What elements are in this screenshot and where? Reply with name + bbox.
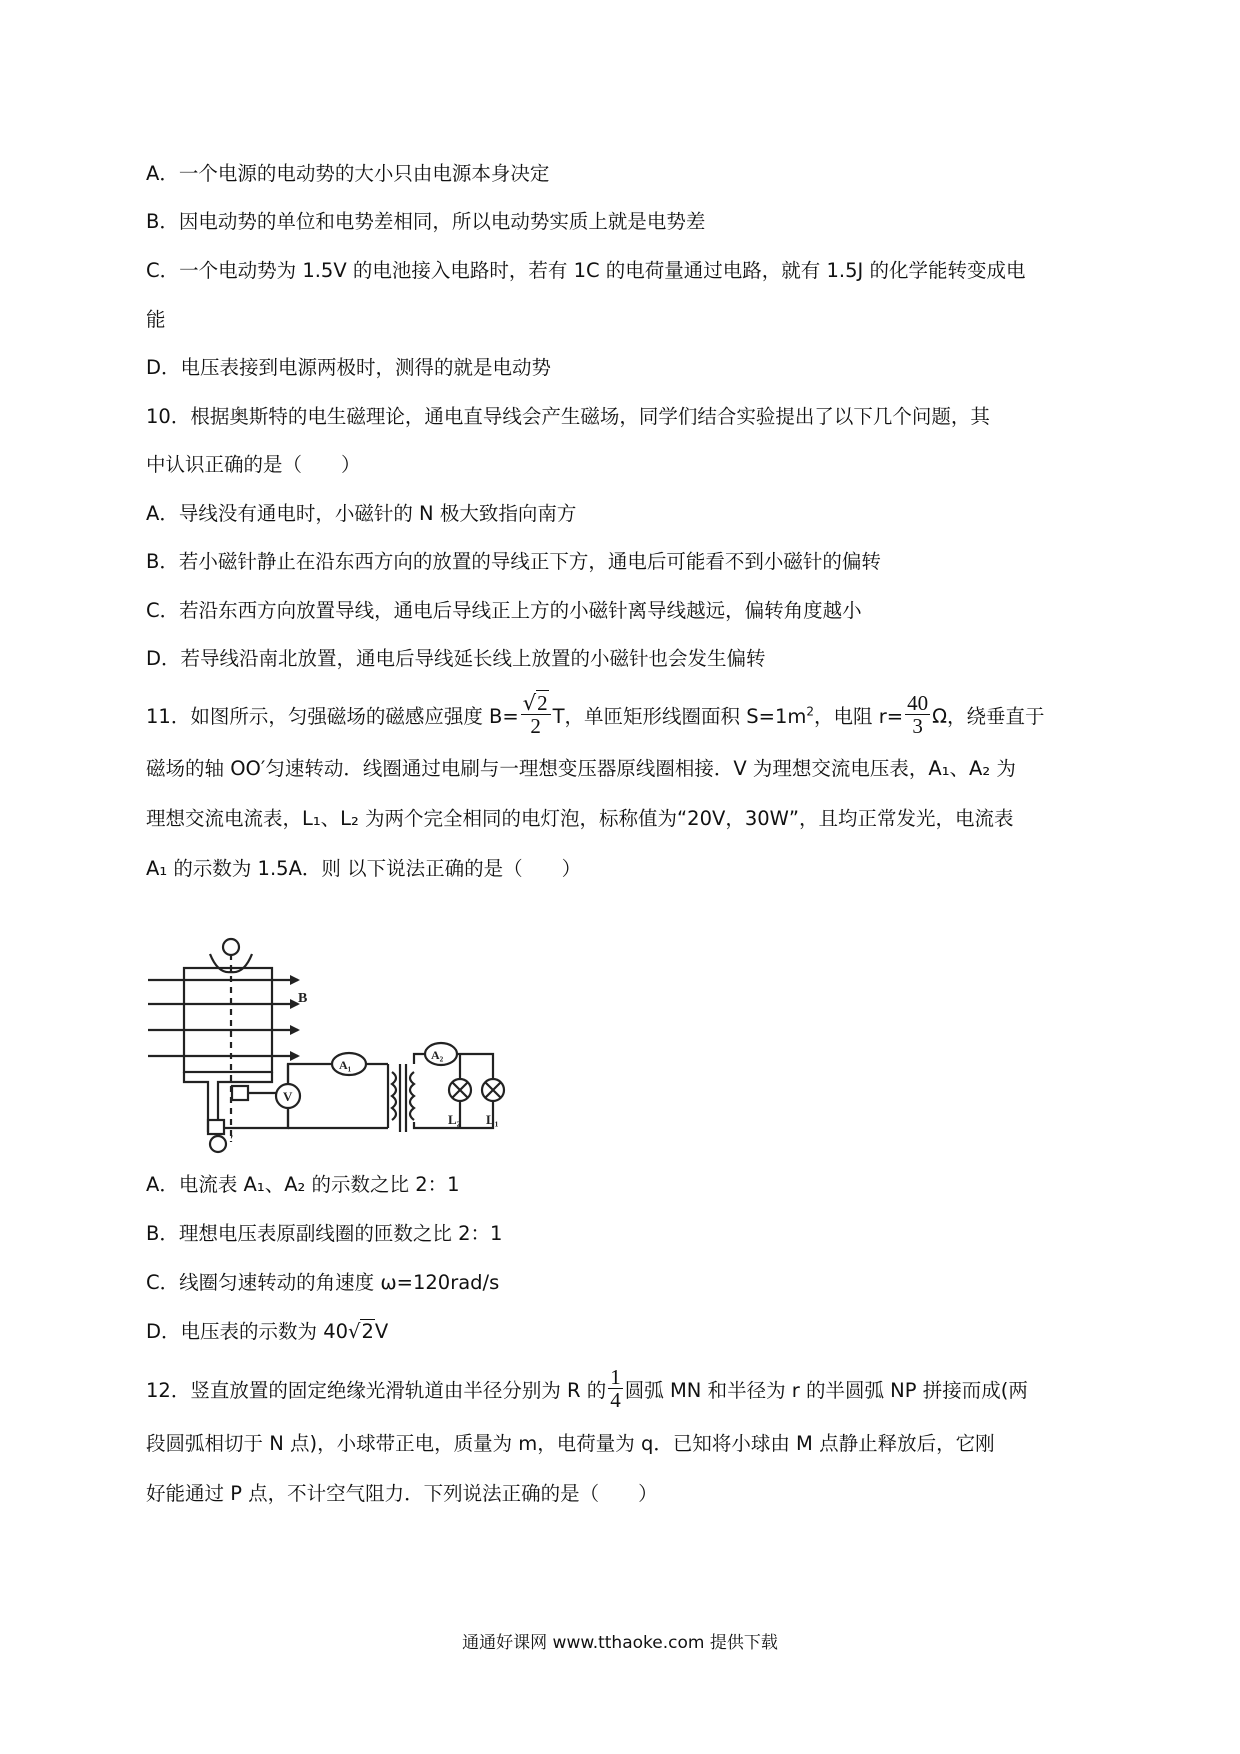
- q11-fraction-r-den: 3: [912, 714, 923, 738]
- q9-option-d: D．电压表接到电源两极时，测得的就是电动势: [146, 356, 552, 379]
- q11-option-d-text: D．电压表的示数为 40: [146, 1320, 349, 1343]
- q11-option-a: A．电流表 A₁、A₂ 的示数之比 2：1: [146, 1173, 460, 1196]
- q12-stem-line2: 段圆弧相切于 N 点)，小球带正电，质量为 m，电荷量为 q．已知将小球由 M 点静止释放后，它刚: [146, 1432, 995, 1455]
- q9-option-a: A．一个电源的电动势的大小只由电源本身决定: [146, 162, 550, 185]
- q11-option-d-unit: V: [374, 1320, 389, 1343]
- sqrt-icon: √: [348, 1320, 361, 1343]
- label-v: V: [283, 1089, 293, 1104]
- q11-fraction-b-num: 2: [537, 691, 548, 715]
- q10-option-d: D．若导线沿南北放置，通电后导线延长线上放置的小磁针也会发生偏转: [146, 647, 766, 670]
- q11-stem-line1: [146, 691, 1045, 738]
- label-l1: L₁: [486, 1112, 499, 1127]
- q11-fraction-b: [521, 692, 551, 737]
- label-a1: A₁: [339, 1058, 352, 1072]
- q11-text-b: T，单匝矩形线圈面积 S=1m: [552, 705, 807, 728]
- q11-option-b: B．理想电压表原副线圈的匝数之比 2：1: [146, 1222, 503, 1245]
- q12-stem-line1: [146, 1365, 1028, 1412]
- q12-fraction-num: 1: [610, 1365, 621, 1389]
- axis-top-knob: [223, 939, 239, 955]
- q11-text-c: ，电阻 r=: [814, 705, 904, 728]
- q11-text-a: 11．如图所示，匀强磁场的磁感应强度 B=: [146, 705, 519, 728]
- q11-fraction-b-den: 2: [530, 714, 541, 738]
- q11-option-c: C．线圈匀速转动的角速度 ω=120rad/s: [146, 1271, 500, 1294]
- q12-text-b: 圆弧 MN 和半径为 r 的半圆弧 NP 拼接而成(两: [624, 1379, 1028, 1402]
- page-footer: 通通好课网 www.tthaoke.com 提供下载: [462, 1633, 778, 1653]
- q10-option-b: B．若小磁针静止在沿东西方向的放置的导线正下方，通电后可能看不到小磁针的偏转: [146, 550, 881, 573]
- brush-upper: [232, 1086, 248, 1100]
- q11-stem-line2: 磁场的轴 OO′匀速转动．线圈通过电刷与一理想变压器原线圈相接．V 为理想交流电压表，A₁、A₂ 为: [146, 757, 1016, 780]
- q12-fraction-den: 4: [610, 1388, 621, 1412]
- q10-option-a: A．导线没有通电时，小磁针的 N 极大致指向南方: [146, 502, 577, 525]
- q9-option-c-line2: 能: [146, 308, 166, 331]
- transformer-secondary-coil: [410, 1072, 414, 1120]
- label-l2: L₂: [448, 1112, 461, 1127]
- q11-stem-line4: A₁ 的示数为 1.5A．则 以下说法正确的是（ ）: [146, 857, 582, 880]
- brush-lower: [208, 1120, 224, 1134]
- q10-stem-line1: 10．根据奥斯特的电生磁理论，通电直导线会产生磁场，同学们结合实验提出了以下几个问题，其: [146, 405, 990, 428]
- q11-area-exponent: 2: [806, 704, 814, 719]
- q11-circuit-figure: [148, 932, 548, 1154]
- q12-stem-line3: 好能通过 P 点，不计空气阻力．下列说法正确的是（ ）: [146, 1482, 658, 1505]
- label-o-prime: ′: [230, 1132, 234, 1147]
- q11-stem-line3: 理想交流电流表，L₁、L₂ 为两个完全相同的电灯泡，标称值为“20V，30W”，且均正常发光，电流表: [146, 807, 1014, 830]
- sqrt-icon: √: [522, 691, 537, 715]
- field-arrow-3: [290, 1025, 300, 1035]
- q11-fraction-r: [905, 692, 930, 737]
- q11-text-d: Ω，绕垂直于: [932, 705, 1045, 728]
- coil-lead-right: [218, 1072, 272, 1120]
- transformer-primary-coil: [392, 1072, 396, 1120]
- q12-text-a: 12．竖直放置的固定绝缘光滑轨道由半径分别为 R 的: [146, 1379, 607, 1402]
- q9-option-c-line1: C．一个电动势为 1.5V 的电池接入电路时，若有 1C 的电荷量通过电路，就有 1.5J 的化学能转变成电: [146, 259, 1026, 282]
- q11-fraction-r-num: 40: [907, 691, 929, 715]
- field-arrow-4: [290, 1051, 300, 1061]
- label-a2: A₂: [431, 1048, 444, 1062]
- q11-option-d-radicand: 2: [361, 1320, 374, 1343]
- label-b: B: [298, 991, 308, 1006]
- q9-option-b: B．因电动势的单位和电势差相同，所以电动势实质上就是电势差: [146, 210, 706, 233]
- q12-fraction: [608, 1366, 623, 1411]
- coil-lead-left: [184, 1072, 208, 1132]
- field-arrow-1: [290, 975, 300, 985]
- q11-option-d: [146, 1319, 388, 1345]
- axis-bottom-knob: [210, 1136, 226, 1152]
- q10-option-c: C．若沿东西方向放置导线，通电后导线正上方的小磁针离导线越远，偏转角度越小: [146, 599, 862, 622]
- q10-stem-line2: 中认识正确的是（ ）: [146, 453, 361, 476]
